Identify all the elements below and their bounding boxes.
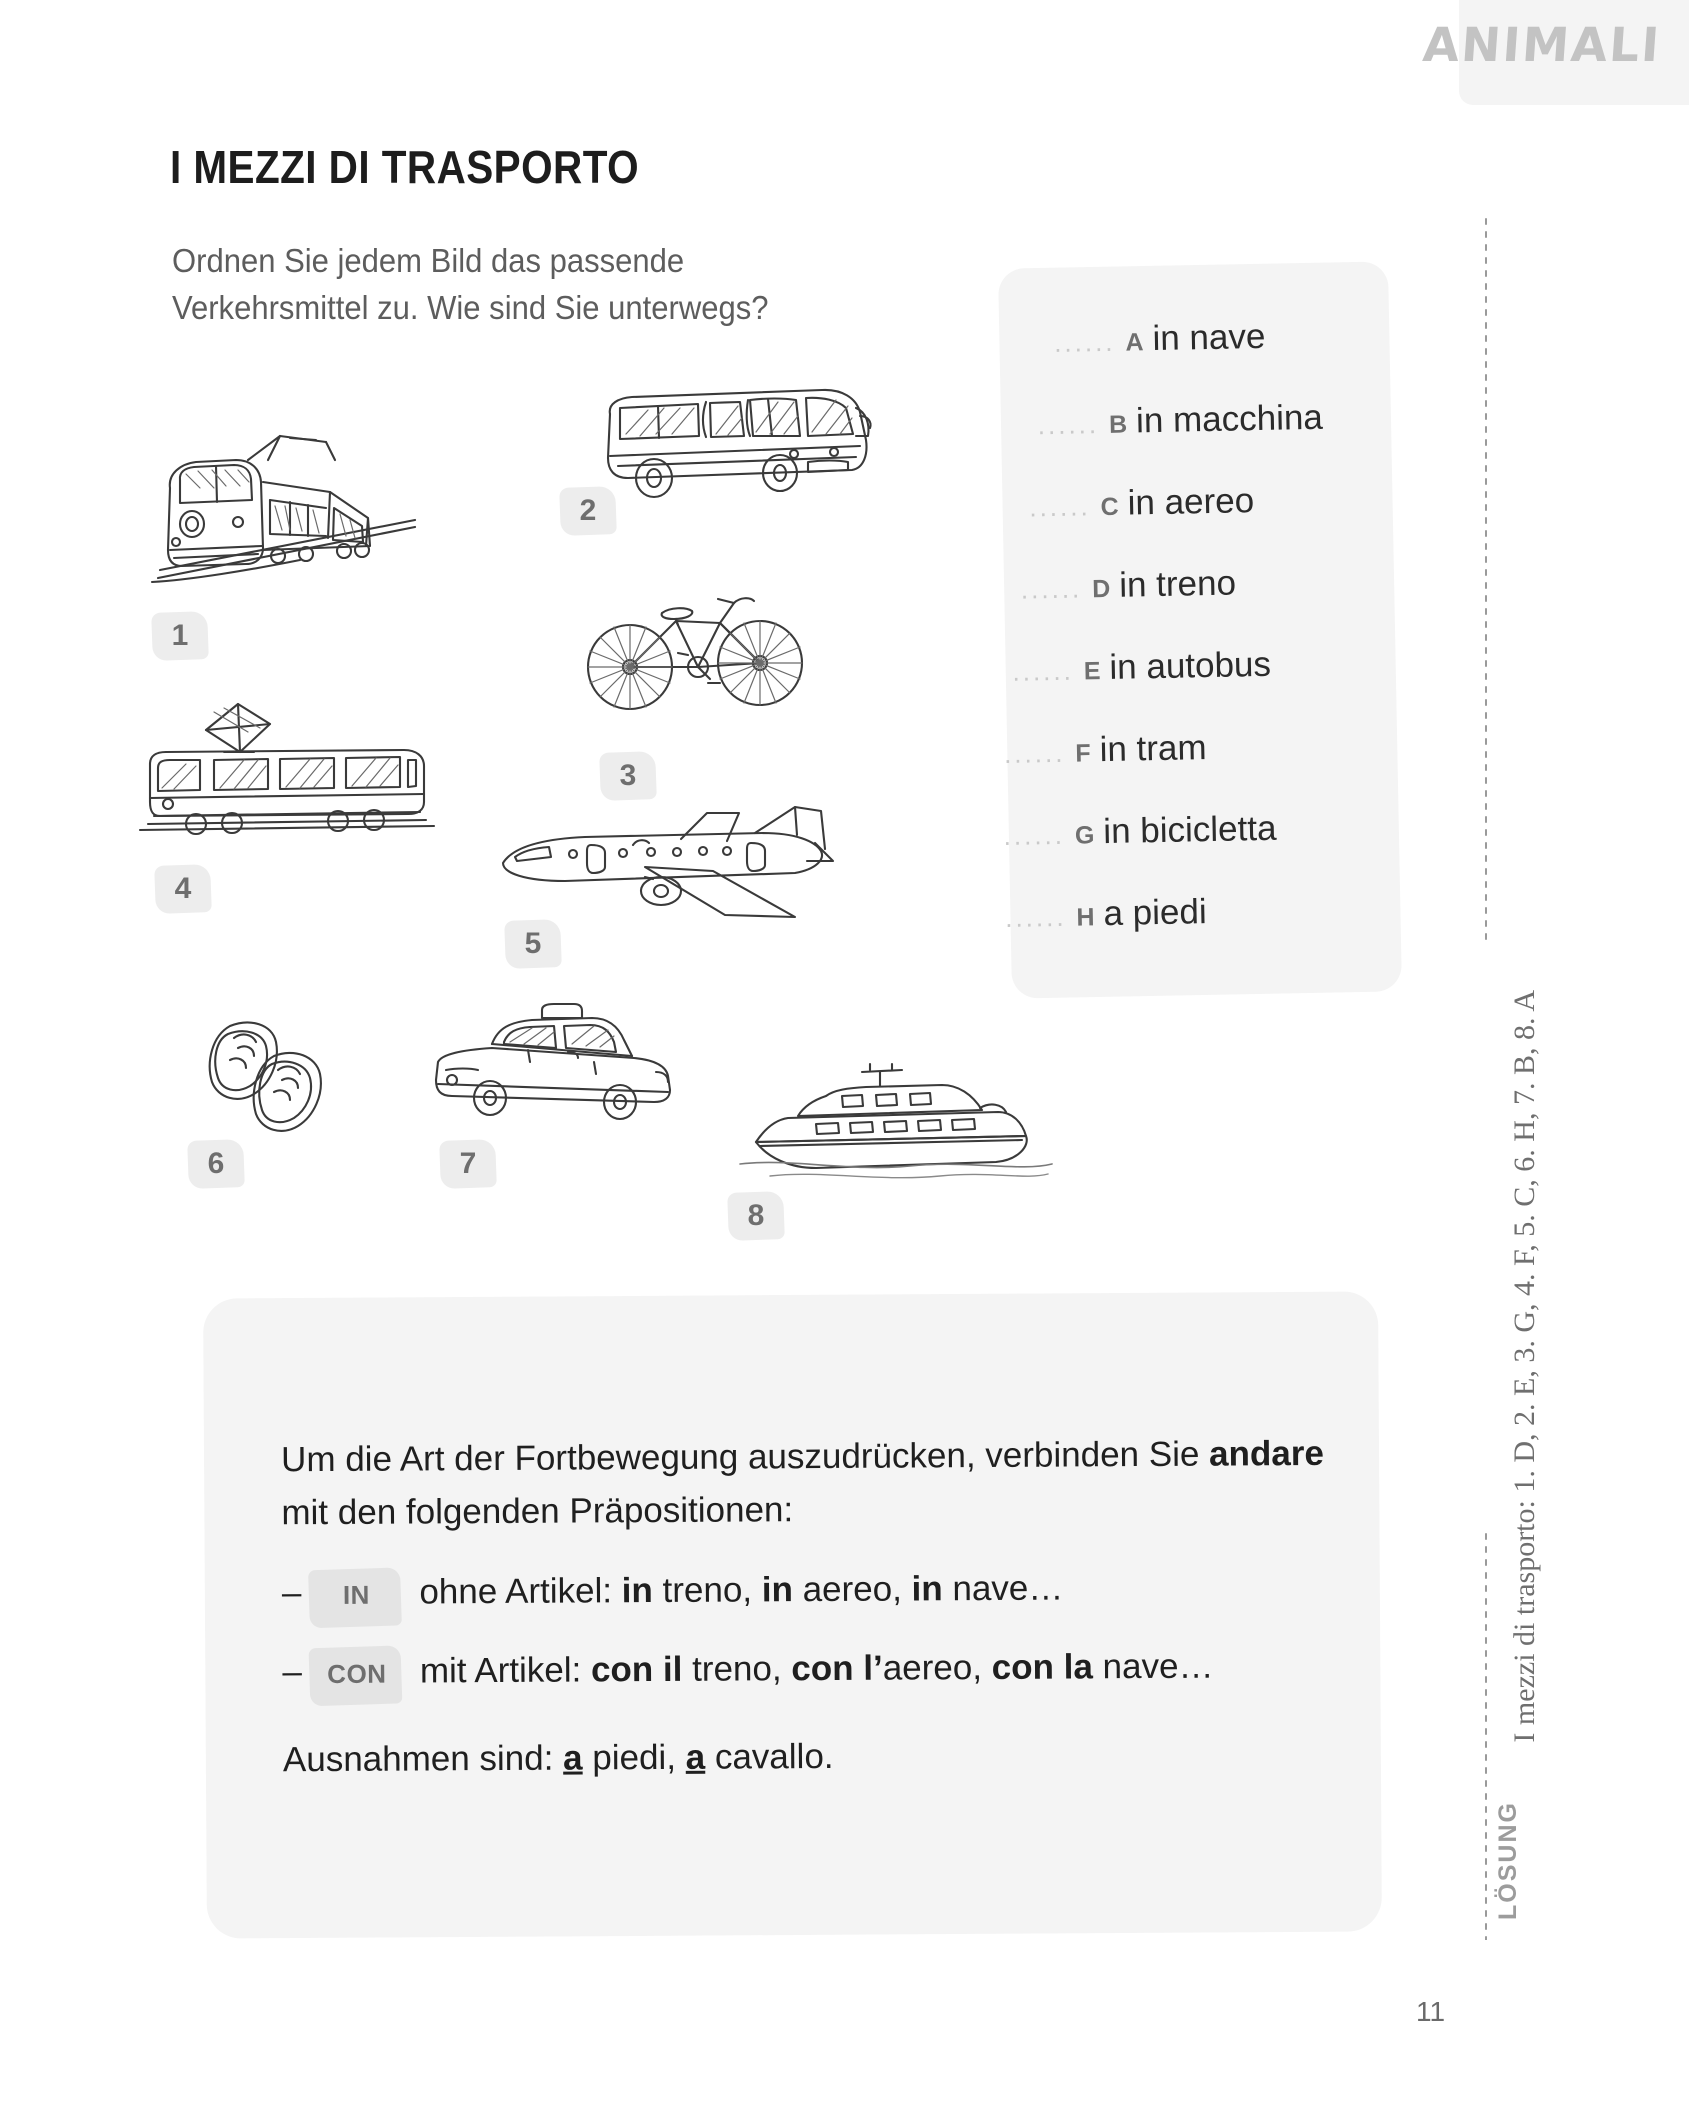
answer-blank-b[interactable]: ...... bbox=[1037, 409, 1100, 441]
answer-option-b[interactable] bbox=[995, 396, 1416, 486]
answer-letter-d: D bbox=[1091, 574, 1111, 604]
answer-text-f: in tram bbox=[1099, 728, 1207, 770]
preposition-badge-con-label: CON bbox=[327, 1658, 387, 1689]
page-title: I MEZZI DI TRASPORTO bbox=[170, 141, 640, 193]
answer-letter-e: E bbox=[1083, 657, 1101, 686]
answer-letter-a: A bbox=[1125, 328, 1144, 357]
picture-number-6: 6 bbox=[188, 1140, 244, 1188]
picture-number-5: 5 bbox=[505, 920, 561, 968]
picture-taxi-car bbox=[428, 1000, 678, 1130]
answers-list bbox=[994, 314, 1427, 978]
preposition-badge-in-label: IN bbox=[342, 1580, 370, 1611]
chapter-title: ANIMALI bbox=[1421, 18, 1663, 73]
picture-flip-flops bbox=[188, 1010, 358, 1140]
exception-a-1: a bbox=[562, 1738, 583, 1778]
answer-text-h: a piedi bbox=[1103, 892, 1208, 934]
picture-tram bbox=[128, 690, 448, 850]
exception-mid-1: piedi, bbox=[582, 1738, 686, 1778]
page-number: 11 bbox=[1416, 1996, 1446, 2027]
grammar-rule-in bbox=[282, 1567, 1362, 1618]
answer-letter-f: F bbox=[1075, 739, 1091, 768]
answer-blank-a[interactable]: ...... bbox=[1053, 326, 1116, 358]
answer-text-b: in macchina bbox=[1135, 397, 1324, 441]
picture-bicycle bbox=[570, 575, 830, 715]
grammar-intro-part1: Um die Art der Fortbewegung auszudrücken, verbinden Sie bbox=[280, 1434, 1210, 1480]
answer-text-d: in treno bbox=[1118, 563, 1237, 605]
grammar-rule-con bbox=[282, 1646, 1362, 1697]
grammar-intro-verb: andare bbox=[1208, 1433, 1325, 1474]
answer-blank-e[interactable]: ...... bbox=[1012, 655, 1075, 687]
answer-text-e: in autobus bbox=[1109, 644, 1272, 687]
bullet-dash: – bbox=[281, 1573, 302, 1613]
answer-option-g[interactable] bbox=[1003, 806, 1424, 896]
picture-number-1: 1 bbox=[152, 612, 208, 660]
answer-letter-g: G bbox=[1074, 821, 1095, 850]
answer-option-e[interactable] bbox=[1000, 642, 1421, 732]
answer-blank-d[interactable]: ...... bbox=[1020, 573, 1083, 605]
answer-letter-h: H bbox=[1076, 903, 1095, 932]
bullet-dash: – bbox=[282, 1652, 302, 1692]
rule-con-text: mit Artikel: con il treno, con l’aereo, con la nave… bbox=[419, 1646, 1214, 1691]
picture-number-2: 2 bbox=[560, 487, 616, 535]
answer-option-c[interactable] bbox=[997, 478, 1418, 568]
answer-text-a: in nave bbox=[1152, 316, 1266, 359]
grammar-intro bbox=[281, 1427, 1342, 1540]
solution-label: LÖSUNG bbox=[1494, 1801, 1522, 1920]
grammar-intro-part2: mit den folgenden Präpositionen: bbox=[281, 1490, 794, 1533]
dotted-divider-bottom bbox=[1484, 1530, 1488, 1940]
answer-option-d[interactable] bbox=[998, 560, 1419, 650]
rule-in-text: ohne Artikel: in treno, in aereo, in nave… bbox=[419, 1568, 1064, 1612]
picture-airplane bbox=[495, 805, 835, 925]
grammar-exception bbox=[283, 1734, 1363, 1781]
grammar-content bbox=[281, 1427, 1363, 1781]
picture-number-4: 4 bbox=[155, 865, 211, 913]
preposition-badge-con bbox=[316, 1652, 398, 1697]
answer-blank-g[interactable]: ...... bbox=[1003, 819, 1066, 851]
exception-mid-2: cavallo. bbox=[705, 1737, 834, 1778]
picture-bus bbox=[598, 378, 898, 518]
answer-blank-h[interactable]: ...... bbox=[1004, 901, 1067, 933]
answer-blank-f[interactable]: ...... bbox=[1003, 737, 1066, 769]
answer-letter-b: B bbox=[1108, 410, 1128, 439]
answer-text-c: in aereo bbox=[1127, 481, 1255, 523]
answer-option-h[interactable] bbox=[1005, 888, 1426, 978]
answer-blank-c[interactable]: ...... bbox=[1029, 491, 1091, 523]
exception-a-2: a bbox=[685, 1738, 706, 1778]
answer-text-g: in bicicletta bbox=[1102, 808, 1277, 852]
answer-option-f[interactable] bbox=[1002, 724, 1423, 814]
solution-text: I mezzi di trasporto: 1. D, 2. E, 3. G, 4. F, 5. C, 6. H, 7. B, 8. A bbox=[1508, 990, 1541, 1743]
answer-letter-c: C bbox=[1100, 492, 1119, 522]
dotted-divider-top bbox=[1484, 215, 1488, 945]
picture-number-8: 8 bbox=[728, 1192, 784, 1240]
exercise-instruction: Ordnen Sie jedem Bild das passende Verkehrsmittel zu. Wie sind Sie unterwegs? bbox=[172, 242, 769, 326]
exception-lead: Ausnahmen sind: bbox=[282, 1738, 564, 1780]
picture-number-3: 3 bbox=[600, 752, 656, 800]
picture-number-7: 7 bbox=[440, 1140, 496, 1188]
picture-boat bbox=[730, 1060, 1060, 1190]
answer-option-a[interactable] bbox=[994, 314, 1415, 404]
preposition-badge-in bbox=[315, 1573, 397, 1618]
picture-train bbox=[130, 430, 440, 610]
